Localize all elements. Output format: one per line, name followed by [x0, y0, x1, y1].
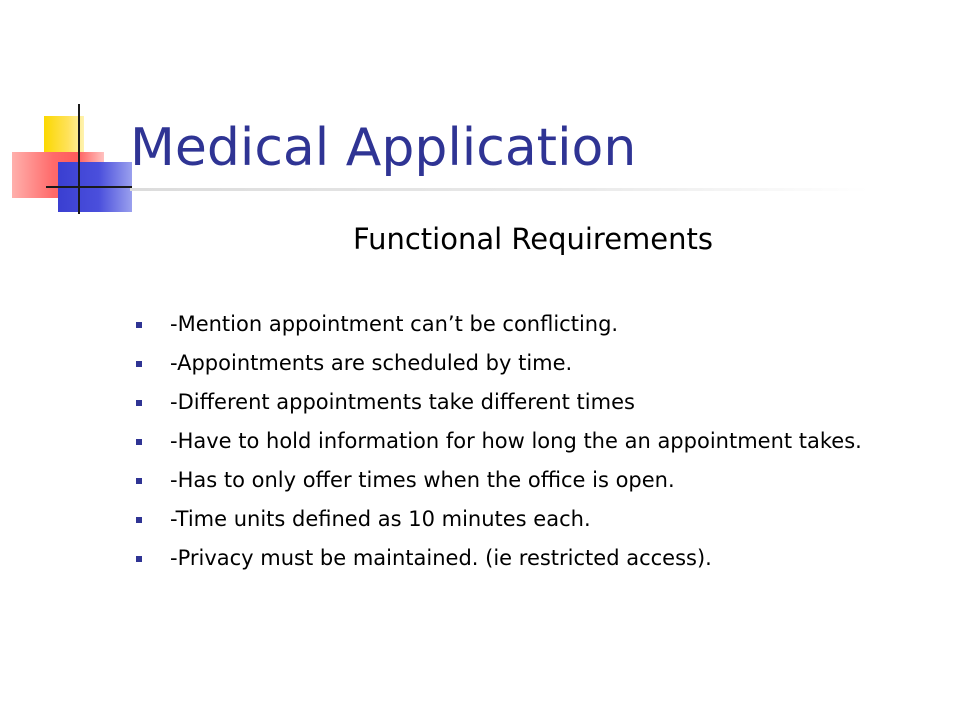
bullet-square-icon	[136, 556, 142, 562]
bullet-item	[132, 505, 892, 534]
bullet-square-icon	[136, 439, 142, 445]
horizontal-line-decoration	[46, 186, 132, 188]
bullet-square-icon	[136, 322, 142, 328]
bullet-item	[132, 466, 892, 495]
bullet-text: -Mention appointment can’t be conflicting.	[170, 312, 619, 336]
bullet-item	[132, 349, 892, 378]
bullet-item	[132, 388, 892, 417]
title-underline	[130, 188, 870, 191]
slide-subtitle: Functional Requirements	[352, 222, 713, 256]
bullet-text: -Time units defined as 10 minutes each.	[170, 507, 591, 531]
slide-logo-decoration	[0, 0, 140, 220]
bullet-list	[132, 310, 892, 583]
bullet-item	[132, 310, 892, 339]
bullet-square-icon	[136, 478, 142, 484]
bullet-square-icon	[136, 517, 142, 523]
bullet-text: -Have to hold information for how long the an appointment takes.	[170, 429, 862, 453]
slide-title: Medical Application	[130, 118, 637, 178]
bullet-square-icon	[136, 361, 142, 367]
bullet-item	[132, 544, 892, 573]
vertical-line-decoration	[78, 104, 80, 214]
bullet-item	[132, 427, 892, 456]
bullet-text: -Privacy must be maintained. (ie restricted access).	[170, 546, 712, 570]
bullet-text: -Has to only offer times when the office is open.	[170, 468, 675, 492]
bullet-square-icon	[136, 400, 142, 406]
bullet-text: -Appointments are scheduled by time.	[170, 351, 573, 375]
bullet-text: -Different appointments take different times	[170, 390, 635, 414]
